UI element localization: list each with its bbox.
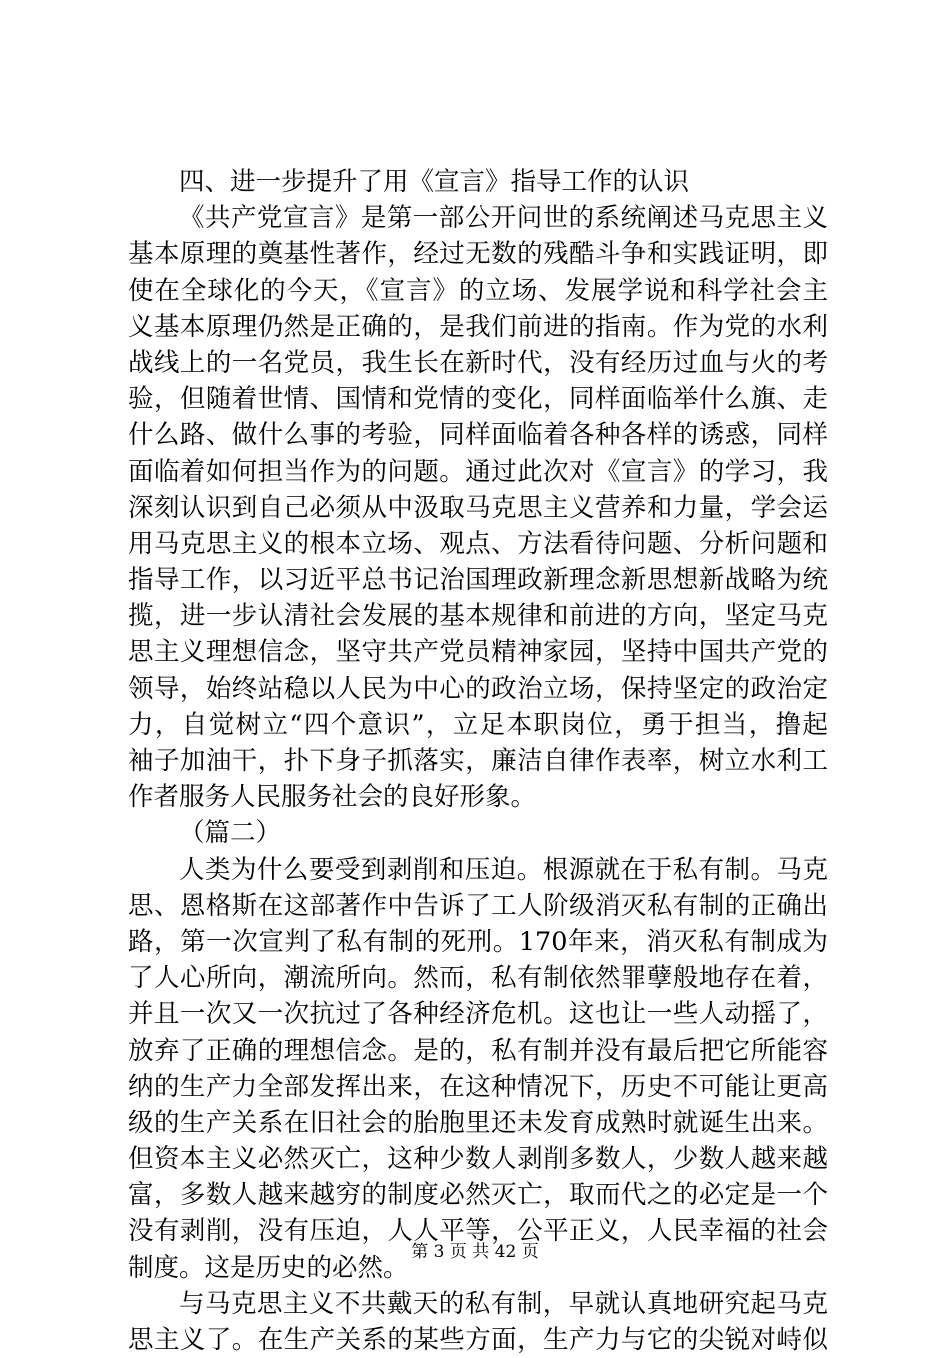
paragraph-line: 力，自觉树立“四个意识”，立足本职岗位，勇于担当，撸起	[128, 709, 828, 740]
paragraph-line: 思主义理想信念，坚守共产党员精神家园，坚持中国共产党的	[128, 637, 828, 668]
paragraph-line: 战线上的一名党员，我生长在新时代，没有经历过血与火的考	[128, 347, 828, 378]
document-body	[128, 164, 828, 1358]
paragraph-line: 富，多数人越来越穷的制度必然灭亡，取而代之的必定是一个	[128, 1180, 828, 1211]
paragraph-line: 了人心所向，潮流所向。然而，私有制依然罪孽般地存在着，	[128, 963, 828, 994]
section-heading-4	[128, 164, 828, 200]
paragraph-line: 放弃了正确的理想信念。是的，私有制并没有最后把它所能容	[128, 1035, 828, 1066]
paragraph-line: 使在全球化的今天，《宣言》的立场、发展学说和科学社会主	[128, 275, 828, 306]
heading-line: （篇二）	[179, 818, 282, 849]
page-number-footer: 第 3 页 共 42 页	[411, 1242, 539, 1262]
paragraph-line: 没有剥削，没有压迫，人人平等，公平正义，人民幸福的社会	[128, 1216, 828, 1247]
paragraph-line: 思、恩格斯在这部著作中告诉了工人阶级消灭私有制的正确出	[128, 890, 828, 921]
heading-line: 四、进一步提升了用《宣言》指导工作的认识	[179, 167, 690, 197]
paragraph-line: 验，但随着世情、国情和党情的变化，同样面临举什么旗、走	[128, 384, 828, 415]
paragraph-line: 揽，进一步认清社会发展的基本规律和前进的方向，坚定马克	[128, 601, 828, 632]
paragraph-line: 用马克思主义的根本立场、观点、方法看待问题、分析问题和	[128, 528, 828, 559]
paragraph-line: 级的生产关系在旧社会的胎胞里还未发育成熟时就诞生出来。	[128, 1107, 828, 1138]
body-paragraph-marxism-study	[128, 1286, 828, 1358]
paragraph-line: 基本原理的奠基性著作，经过无数的残酷斗争和实践证明，即	[128, 239, 828, 270]
paragraph-line: 与马克思主义不共戴天的私有制，早就认真地研究起马克	[179, 1288, 828, 1319]
paragraph-line: 路，第一次宣判了私有制的死刑。170年来，消灭私有制成为	[128, 926, 828, 957]
paragraph-line: 人类为什么要受到剥削和压迫。根源就在于私有制。马克	[179, 854, 828, 885]
paragraph-line: 《共产党宣言》是第一部公开问世的系统阐述马克思主义	[179, 203, 828, 234]
paragraph-line: 但资本主义必然灭亡，这种少数人剥削多数人，少数人越来越	[128, 1144, 828, 1175]
paragraph-line: 制度。这是历史的必然。	[128, 1252, 409, 1283]
paragraph-line: 指导工作，以习近平总书记治国理政新理念新思想新战略为统	[128, 565, 828, 596]
body-paragraph-manifesto	[128, 200, 828, 815]
paragraph-line: 袖子加油干，扑下身子抓落实，廉洁自律作表率，树立水利工	[128, 746, 828, 776]
paragraph-line: 领导，始终站稳以人民为中心的政治立场，保持坚定的政治定	[128, 673, 828, 704]
paragraph-line: 思主义了。在生产关系的某些方面，生产力与它的尖锐对峙似	[128, 1325, 828, 1355]
paragraph-line: 深刻认识到自己必须从中汲取马克思主义营养和力量，学会运	[128, 492, 828, 523]
paragraph-line: 面临着如何担当作为的问题。通过此次对《宣言》的学习，我	[128, 456, 828, 487]
paragraph-line: 什么路、做什么事的考验，同样面临着各种各样的诱惑，同样	[128, 420, 828, 451]
paragraph-line: 义基本原理仍然是正确的，是我们前进的指南。作为党的水利	[128, 311, 828, 342]
paragraph-line: 纳的生产力全部发挥出来，在这种情况下，历史不可能让更高	[128, 1071, 828, 1102]
body-paragraph-private-ownership	[128, 852, 828, 1286]
paragraph-line: 作者服务人民服务社会的良好形象。	[128, 782, 537, 813]
paragraph-line: 并且一次又一次抗过了各种经济危机。这也让一些人动摇了，	[128, 999, 828, 1030]
section-heading-part2	[128, 815, 828, 851]
